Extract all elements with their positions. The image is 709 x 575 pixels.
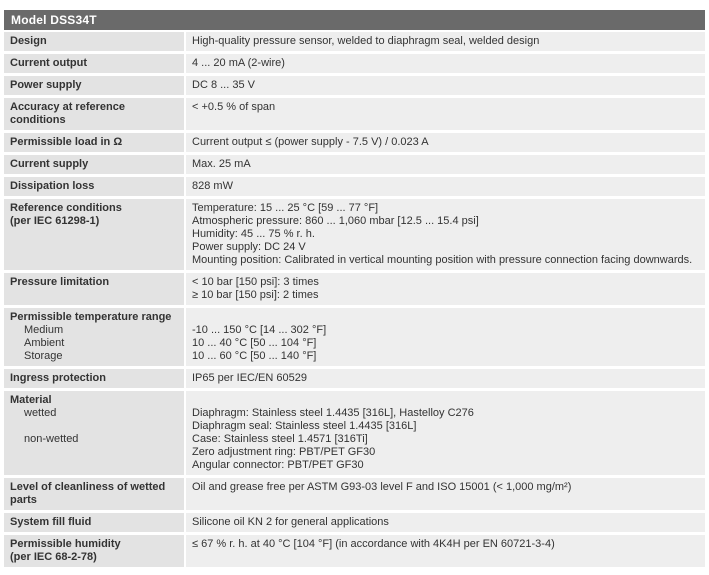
table-row xyxy=(4,369,705,388)
spec-label-line: conditions xyxy=(10,114,66,126)
spec-table-body xyxy=(4,32,705,567)
spec-value-line: ≥ 10 bar [150 psi]: 2 times xyxy=(192,289,319,301)
spec-value-line: < 10 bar [150 psi]: 3 times xyxy=(192,276,319,288)
table-row xyxy=(4,478,705,510)
table-row xyxy=(4,32,705,51)
spec-value-line xyxy=(192,311,699,324)
spec-value-line: Diaphragm seal: Stainless steel 1.4435 [316L] xyxy=(192,420,417,432)
table-row xyxy=(4,391,705,475)
spec-value-line: Case: Stainless steel 1.4571 [316Ti] xyxy=(192,433,368,445)
spec-label-line: Material xyxy=(10,394,52,406)
spec-value-line: Current output ≤ (power supply - 7.5 V) / 0.023 A xyxy=(192,136,429,148)
spec-value xyxy=(186,308,705,366)
spec-label-line: Medium xyxy=(24,324,64,336)
spec-label-line: Accuracy at reference xyxy=(10,101,125,113)
spec-table xyxy=(4,10,705,570)
spec-value xyxy=(186,199,705,270)
spec-label-line: non-wetted xyxy=(24,433,79,445)
spec-value-line: Atmospheric pressure: 860 ... 1,060 mbar [12.5 ... 15.4 psi] xyxy=(192,215,479,227)
spec-value xyxy=(186,155,705,174)
spec-label-line: wetted xyxy=(24,407,57,419)
spec-value-line: Power supply: DC 24 V xyxy=(192,241,306,253)
spec-label-line: Dissipation loss xyxy=(10,180,95,192)
spec-label xyxy=(4,177,184,196)
spec-value-line: Diaphragm: Stainless steel 1.4435 [316L], Hastelloy C276 xyxy=(192,407,474,419)
spec-label-line: Reference conditions xyxy=(10,202,122,214)
spec-label xyxy=(4,513,184,532)
spec-label-line: Permissible temperature range xyxy=(10,311,172,323)
spec-value-line: High-quality pressure sensor, welded to diaphragm seal, welded design xyxy=(192,35,540,47)
spec-label xyxy=(4,133,184,152)
spec-value-line: Humidity: 45 ... 75 % r. h. xyxy=(192,228,315,240)
table-row xyxy=(4,535,705,567)
spec-label xyxy=(4,478,184,510)
spec-label-line: Ingress protection xyxy=(10,372,106,384)
spec-value-line: DC 8 ... 35 V xyxy=(192,79,255,91)
spec-label-line: Design xyxy=(10,35,47,47)
spec-label-line: Storage xyxy=(24,350,63,362)
spec-label xyxy=(4,369,184,388)
spec-value-line: Silicone oil KN 2 for general applications xyxy=(192,516,389,528)
table-row xyxy=(4,273,705,305)
spec-value-line: Zero adjustment ring: PBT/PET GF30 xyxy=(192,446,376,458)
spec-value-line: -10 ... 150 °C [14 ... 302 °F] xyxy=(192,324,327,336)
spec-value xyxy=(186,391,705,475)
spec-label xyxy=(4,199,184,270)
spec-value-line: Oil and grease free per ASTM G93-03 level F and ISO 15001 (< 1,000 mg/m²) xyxy=(192,481,572,493)
spec-label-line: Current output xyxy=(10,57,87,69)
spec-label-line: Ambient xyxy=(24,337,65,349)
spec-label-line: Level of cleanliness of wetted xyxy=(10,481,166,493)
table-row xyxy=(4,98,705,130)
spec-value-line: Max. 25 mA xyxy=(192,158,251,170)
table-row xyxy=(4,155,705,174)
spec-value-line: ≤ 67 % r. h. at 40 °C [104 °F] (in accordance with 4K4H per EN 60721-3-4) xyxy=(192,538,555,550)
spec-value-line xyxy=(192,394,699,407)
spec-value-line: Temperature: 15 ... 25 °C [59 ... 77 °F] xyxy=(192,202,379,214)
spec-value xyxy=(186,76,705,95)
table-row xyxy=(4,308,705,366)
spec-value xyxy=(186,177,705,196)
spec-label xyxy=(4,32,184,51)
spec-value-line: 4 ... 20 mA (2-wire) xyxy=(192,57,285,69)
table-header xyxy=(4,10,705,30)
spec-label-line: Permissible load in Ω xyxy=(10,136,123,148)
spec-label xyxy=(4,308,184,366)
spec-label-line: parts xyxy=(10,494,37,506)
table-row xyxy=(4,177,705,196)
table-row xyxy=(4,54,705,73)
spec-value xyxy=(186,273,705,305)
spec-value xyxy=(186,513,705,532)
spec-value xyxy=(186,535,705,567)
spec-value-line: 10 ... 60 °C [50 ... 140 °F] xyxy=(192,350,317,362)
spec-label-line: (per IEC 61298-1) xyxy=(10,215,100,227)
spec-label xyxy=(4,391,184,475)
spec-label-line: (per IEC 68-2-78) xyxy=(10,551,97,563)
spec-value-line: 828 mW xyxy=(192,180,233,192)
table-row xyxy=(4,513,705,532)
spec-value xyxy=(186,32,705,51)
spec-label-line: Pressure limitation xyxy=(10,276,110,288)
spec-value xyxy=(186,478,705,510)
model-title: Model DSS34T xyxy=(11,13,97,27)
table-row xyxy=(4,133,705,152)
spec-value xyxy=(186,54,705,73)
spec-label-line: Power supply xyxy=(10,79,82,91)
spec-label-line: Current supply xyxy=(10,158,89,170)
spec-label xyxy=(4,98,184,130)
spec-value-line: < +0.5 % of span xyxy=(192,101,276,113)
spec-label xyxy=(4,54,184,73)
spec-label-line: Permissible humidity xyxy=(10,538,121,550)
spec-value-line: 10 ... 40 °C [50 ... 104 °F] xyxy=(192,337,317,349)
spec-label xyxy=(4,273,184,305)
spec-value-line: Mounting position: Calibrated in vertical mounting position with pressure connection facing downwards. xyxy=(192,254,693,266)
spec-label-line: System fill fluid xyxy=(10,516,92,528)
spec-value-line: Angular connector: PBT/PET GF30 xyxy=(192,459,364,471)
spec-label xyxy=(4,535,184,567)
table-row xyxy=(4,199,705,270)
spec-label-line xyxy=(10,420,178,433)
spec-value-line: IP65 per IEC/EN 60529 xyxy=(192,372,307,384)
spec-value xyxy=(186,98,705,130)
spec-label xyxy=(4,155,184,174)
spec-value xyxy=(186,133,705,152)
table-row xyxy=(4,76,705,95)
spec-label xyxy=(4,76,184,95)
spec-value xyxy=(186,369,705,388)
